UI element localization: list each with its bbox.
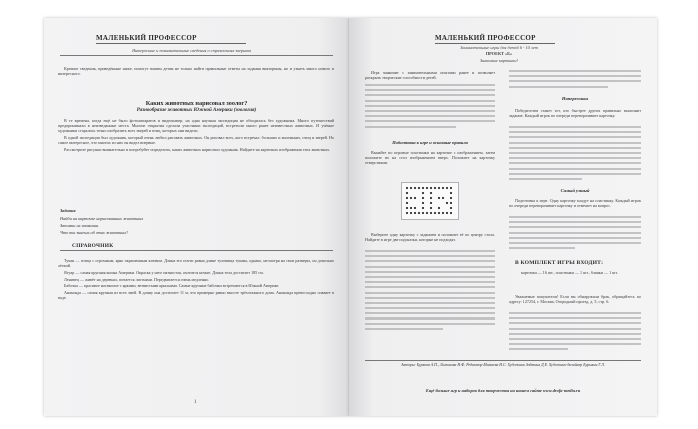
reference-entry: Тукан — птица с огромным, ярко окрашенным клювом. Длина его почти равна длине туловища тукана, однако, несмотря на свои размеры, он довольно лёгкий. bbox=[58, 258, 334, 269]
page-number: 1 bbox=[194, 400, 197, 405]
paragraph: Вынайте по игровые пластинки на карточке с изображением, затем положите их на стол изображением вверх. Положите на карточку отверстиями. bbox=[365, 150, 495, 166]
section-subtitle: Разнообразие животных Южной Америки (зоология) bbox=[136, 108, 257, 113]
punch-card-illustration bbox=[401, 182, 459, 220]
task-item: Что ты знаешь об этих животных? bbox=[60, 230, 129, 235]
text-block bbox=[509, 312, 641, 354]
right-page bbox=[349, 18, 657, 416]
paragraph: Уважаемые покупатели! Если вы обнаружили брак, обращайтесь по адресу: 127254, г. Москва, Огородный проезд, д. 5, стр. 6. bbox=[509, 294, 641, 305]
text-block bbox=[509, 70, 641, 91]
reference-entry: Бабочка — красивое насекомое с яркими, ветвистыми крыльями. Самые крупные бабочки встречаются в Южной Америке. bbox=[64, 283, 280, 289]
reference-list bbox=[58, 258, 334, 302]
section-title: Каких животных нарисовал зоолог? bbox=[145, 100, 248, 107]
left-page-subheader: Интересные и познавательные сведения о стремлениях зверьков bbox=[132, 48, 251, 53]
paragraph: Игра знакомит с занимательными опытами ранее и позволяет раскрыть творческие способности детей. bbox=[365, 70, 495, 81]
mode-description bbox=[509, 108, 641, 120]
divider bbox=[60, 250, 333, 251]
task-item: Найди на карточке нарисованных животных bbox=[60, 216, 144, 221]
paragraph: Подготовка к игре. Одну карточку кладут на пластинку. Каждый игрок по очереди переворачивает карточку и отвечает на вопрос. bbox=[509, 198, 641, 209]
authors-line: Авторы: Буркова А.П., Ламонова Н.Ф. Редактор Мамаева И.С. Художник Зобтина Д.Е. Художник-дизайнер Бурыкин Г.Л. bbox=[401, 363, 605, 367]
mode-description bbox=[509, 198, 641, 210]
paragraph: Выберите одну карточку с заданием и положите её по центру стола. Найдите в игре две подсказки, которые не подходят. bbox=[365, 232, 495, 243]
section-body bbox=[58, 118, 334, 154]
reference-title: СПРАВОЧНИК bbox=[72, 243, 114, 249]
footer-website-note: Ещё больше игр и наборов для творчества на нашем сайте www.drofa-media.ru bbox=[425, 388, 581, 393]
paragraph: В одной экспедиции был художник, который очень любил рисовать животных. Он рисовал всех, кого встречал: больших и маленьких, птиц и зверей. Но самое интересное, что многих из них он видел впервые. bbox=[58, 135, 334, 146]
paragraph: Победителем станет тот, кто быстрее других правильно выполнит задание. Каждый игрок по очереди переворачивает карточку. bbox=[509, 108, 641, 119]
game-rules bbox=[365, 150, 495, 167]
mode-title-race: Наперегонки bbox=[561, 96, 589, 101]
contacts-note bbox=[509, 294, 641, 306]
right-page-subheader: Занимательные игры для детей 6 - 10 лет bbox=[460, 45, 538, 50]
text-block bbox=[365, 84, 495, 131]
hidden-caption: Знакомые картинки! bbox=[480, 58, 518, 63]
divider bbox=[60, 55, 333, 56]
left-page bbox=[44, 18, 349, 416]
text-block bbox=[509, 216, 641, 252]
intro-paragraph: Краткие сведения, приведённые ниже, помогут вашим детям не только найти правильные ответы на задания викторины, но и узнать много нового и интересного. bbox=[58, 66, 334, 77]
divider bbox=[365, 360, 641, 361]
paragraph: В те времена, когда ещё не было фотоаппаратов и видеокамер, на одна научная экспедиция не обходилась без художника. Много путешествий предпринимали в неизведанные места. Многие открытия сделали участники экспедиций, встретили много ранее неизвестных животных. И учёные художники старались точно изобразить всех зверей и птиц, которых они видели. bbox=[58, 118, 334, 134]
text-block bbox=[509, 126, 641, 183]
game-intro bbox=[365, 70, 495, 82]
reference-entry: Ягуар — самая крупная кошка Америки. Окраска у него пятнистая, охотится ночью. Длина тела достигает 185 см. bbox=[64, 269, 264, 275]
text-block bbox=[365, 250, 495, 333]
intro-text bbox=[58, 66, 334, 78]
left-page-header: МАЛЕНЬКИЙ ПРОФЕССОР bbox=[96, 34, 246, 44]
reference-entry: Анаконда — самая крупная из всех змей. В длину она достигает 11 м, что примерно равно высоте трёхэтажного дома. Анаконда превосходно плавает в воде. bbox=[58, 290, 334, 301]
task-label: Задания bbox=[60, 208, 76, 213]
task-item: Запомни их названия. bbox=[60, 223, 99, 228]
paragraph: карточки — 16 шт., пластинки — 1 шт., бланки — 1 шт. bbox=[521, 270, 618, 275]
reference-entry: Ленивец — живёт на деревьях, питается листьями. Передвигается очень медленно. bbox=[64, 276, 210, 282]
paragraph: Рассмотрите рисунки внимательно и попробуйте определить, каких животных нарисовал художник. Найдите на карточках изображения этих животных. bbox=[64, 147, 331, 153]
kit-title: В КОМПЛЕКТ ИГРЫ ВХОДИТ: bbox=[515, 260, 604, 266]
project-label: ПРОЕКТ «Б» bbox=[485, 51, 513, 56]
game-steps bbox=[365, 232, 495, 244]
kit-contents bbox=[521, 270, 639, 277]
game-rules-title: Подготовка к игре и основные правила bbox=[392, 140, 468, 145]
mode-title-smartest: Самый умный bbox=[560, 188, 590, 193]
right-page-header: МАЛЕНЬКИЙ ПРОФЕССОР bbox=[435, 34, 555, 44]
